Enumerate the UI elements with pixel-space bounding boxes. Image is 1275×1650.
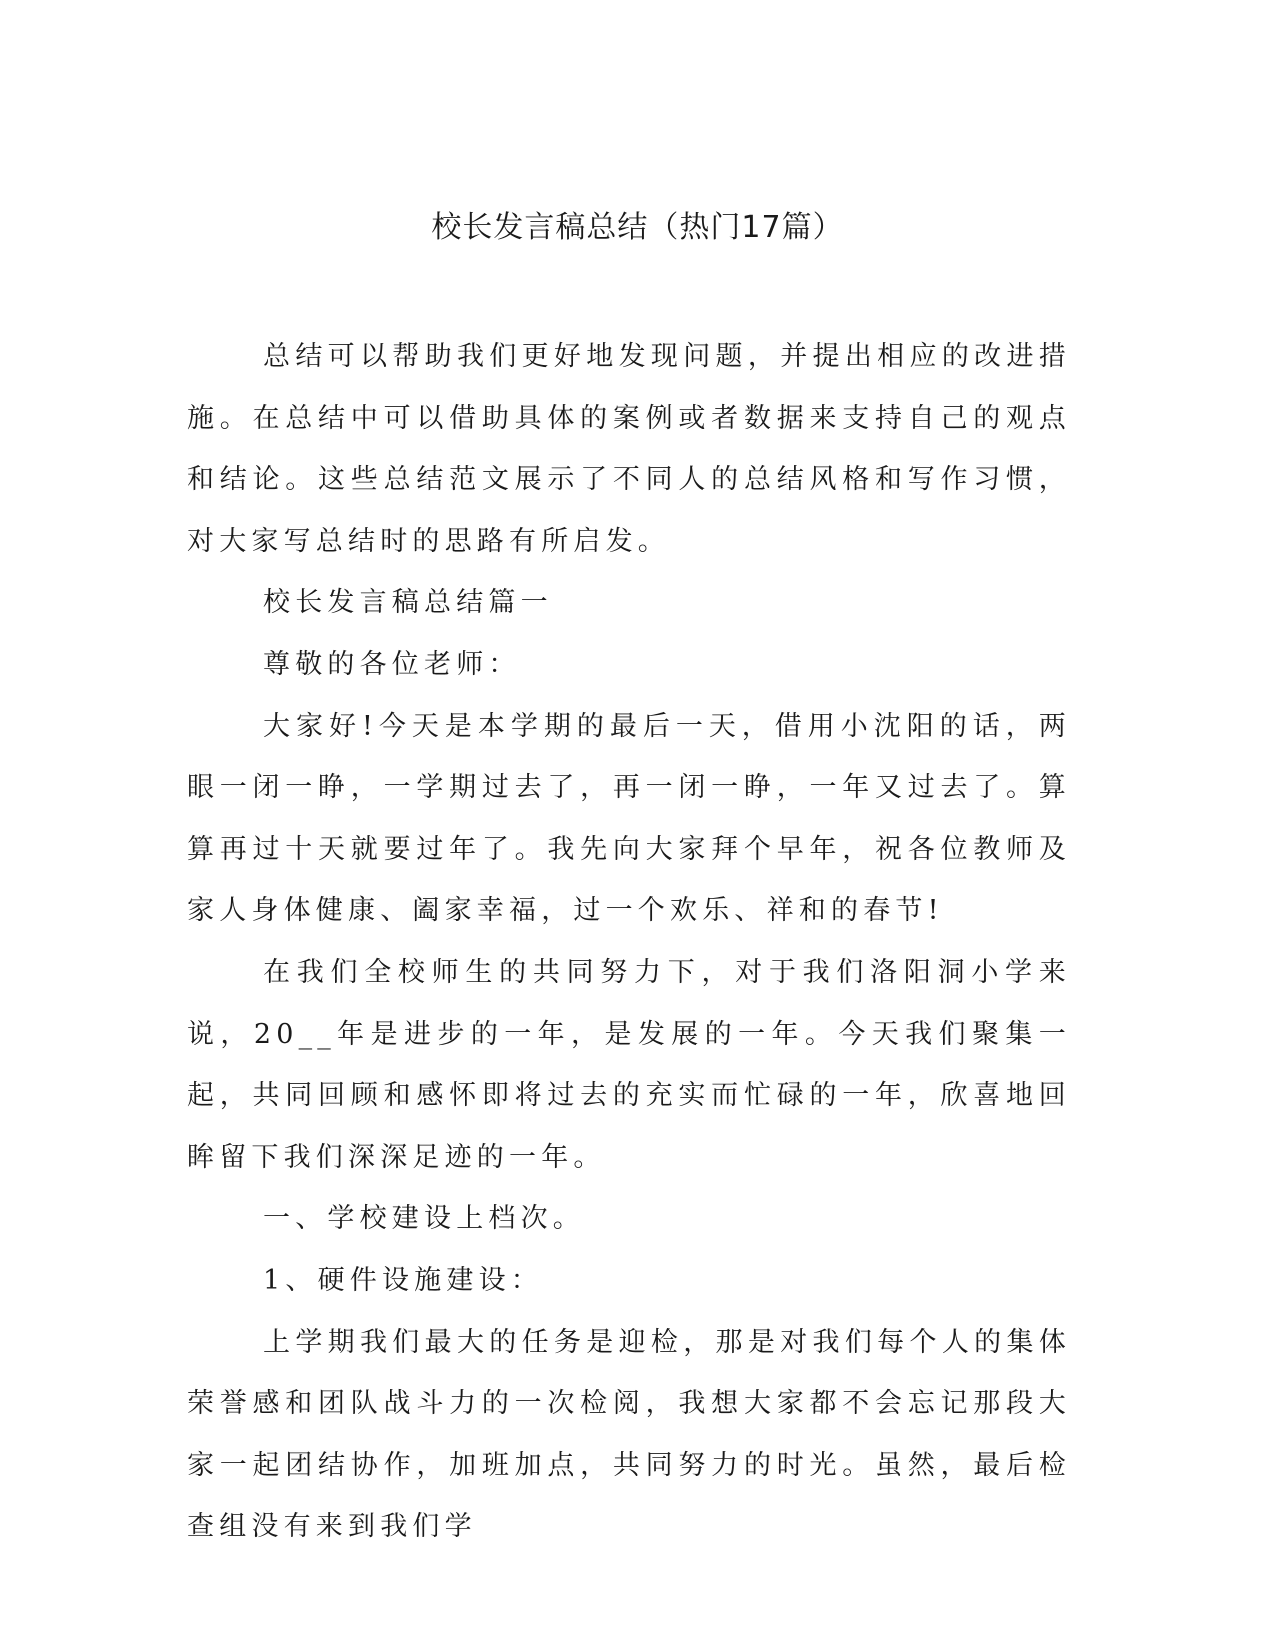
document-title: 校长发言稿总结（热门17篇）: [431, 210, 844, 245]
body-paragraph: 在我们全校师生的共同努力下，对于我们洛阳洞小学来说，20__年是进步的一年，是发展的一年。今天我们聚集一起，共同回顾和感怀即将过去的充实而忙碌的一年，欣喜地回眸留下我们深深足迹的一年。: [187, 956, 1071, 1173]
body-paragraph: 大家好!今天是本学期的最后一天，借用小沈阳的话，两眼一闭一睁，一学期过去了，再一闭一睁，一年又过去了。算算再过十天就要过年了。我先向大家拜个早年，祝各位教师及家人身体健康、阖家幸福，过一个欢乐、祥和的春节!: [187, 710, 1071, 927]
subheading: 一、学校建设上档次。: [263, 1203, 585, 1235]
salutation: 尊敬的各位老师：: [263, 648, 521, 680]
section-heading: 校长发言稿总结篇一: [263, 587, 553, 619]
document-body: [187, 326, 1071, 1558]
intro-paragraph: 总结可以帮助我们更好地发现问题，并提出相应的改进措施。在总结中可以借助具体的案例或者数据来支持自己的观点和结论。这些总结范文展示了不同人的总结风格和写作习惯，对大家写总结时的思路有所启发。: [187, 341, 1071, 557]
body-paragraph: 上学期我们最大的任务是迎检，那是对我们每个人的集体荣誉感和团队战斗力的一次检阅，我想大家都不会忘记那段大家一起团结协作，加班加点，共同努力的时光。虽然，最后检查组没有来到我们学: [187, 1326, 1071, 1543]
subheading: 1、硬件设施建设：: [263, 1264, 543, 1296]
